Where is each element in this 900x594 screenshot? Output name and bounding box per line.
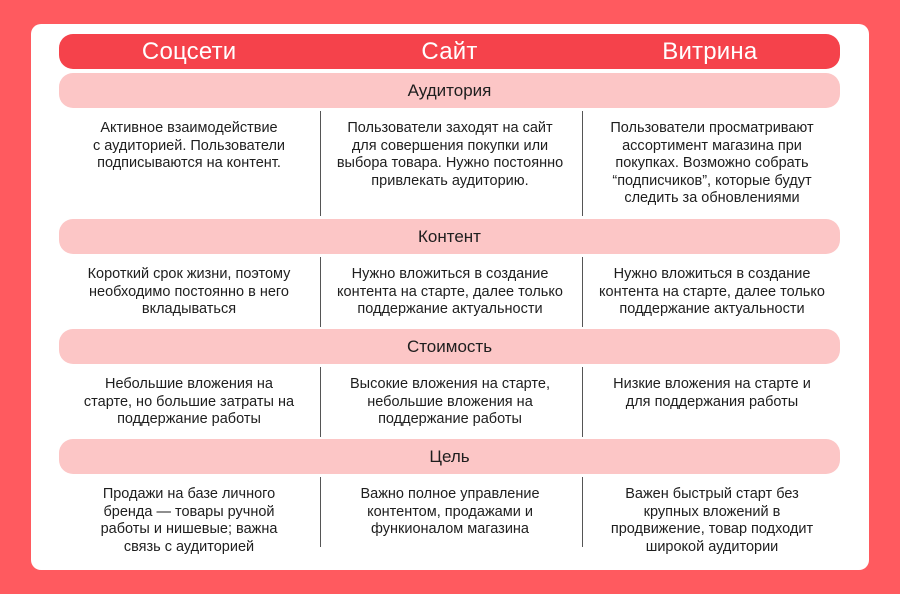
section-header-goal: Цель (59, 439, 840, 474)
section-header-content: Контент (59, 219, 840, 254)
column-divider (582, 477, 583, 547)
cell-content-social: Короткий срок жизни, поэтому необходимо постоянно в него вкладываться (87, 266, 291, 317)
header-column-social: Соцсети (141, 37, 237, 65)
cell-audience-site: Пользователи заходят на сайт для совершения покупки или выбора товара. Нужно постоянно привлекать аудиторию. (336, 120, 564, 189)
column-divider (320, 367, 321, 437)
column-divider (582, 111, 583, 216)
cell-content-site: Нужно вложиться в создание контента на старте, далее только поддержание актуальности (337, 266, 563, 317)
column-divider (320, 257, 321, 327)
cell-audience-social: Активное взаимодействие с аудиторией. Пользователи подписываются на контент. (92, 120, 286, 171)
header-column-site: Сайт (421, 37, 478, 65)
section-header-audience: Аудитория (59, 73, 840, 108)
cell-goal-site: Важно полное управление контентом, продажами и функионалом магазина (360, 486, 540, 537)
cell-cost-showcase: Низкие вложения на старте и для поддержания работы (613, 376, 811, 410)
cell-content-showcase: Нужно вложиться в создание контента на старте, далее только поддержание актуальности (599, 266, 825, 317)
header-column-showcase: Витрина (662, 37, 758, 65)
cell-cost-site: Высокие вложения на старте, небольшие вложения на поддержание работы (350, 376, 550, 427)
cell-cost-social: Небольшие вложения на старте, но большие затраты на поддержание работы (83, 376, 295, 427)
section-header-cost: Стоимость (59, 329, 840, 364)
cell-goal-showcase: Важен быстрый старт без крупных вложений в продвижение, товар подходит широкой аудитории (610, 486, 814, 555)
cell-goal-social: Продажи на базе личного бренда — товары ручной работы и нишевые; важна связь с аудиторией (100, 486, 278, 555)
column-divider (582, 257, 583, 327)
column-divider (320, 477, 321, 547)
cell-audience-showcase: Пользователи просматривают ассортимент магазина при покупках. Возможно собрать “подписчиков”, которые будут следить за обновлениями (610, 120, 814, 206)
column-divider (582, 367, 583, 437)
column-divider (320, 111, 321, 216)
table-header (59, 34, 840, 69)
